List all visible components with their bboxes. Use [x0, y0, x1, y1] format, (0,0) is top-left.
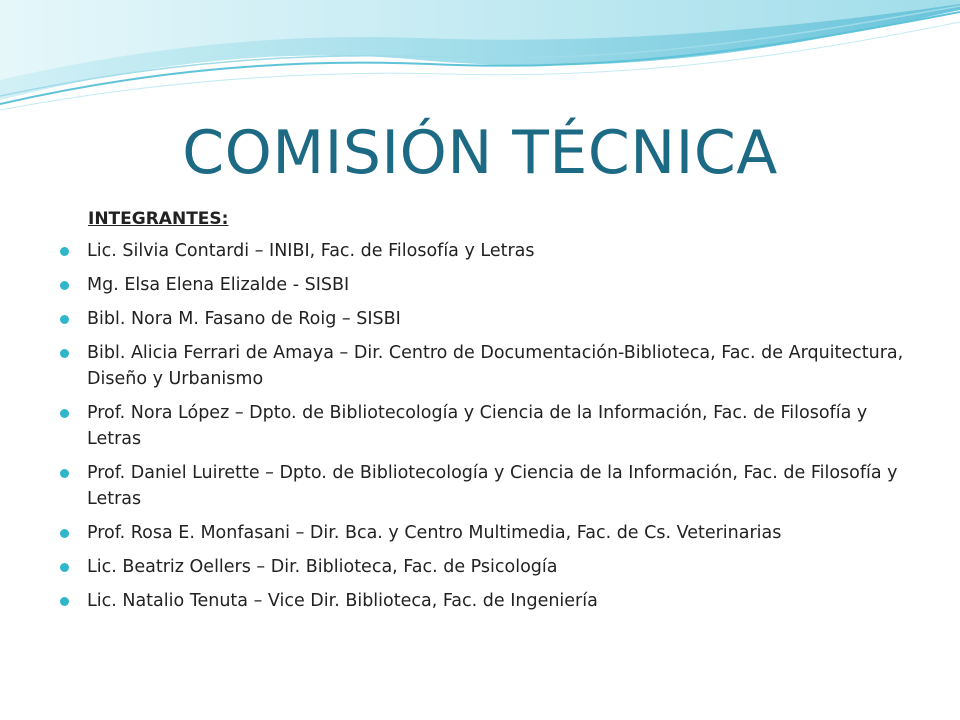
- bullet-icon: [60, 529, 69, 538]
- member-text: Prof. Nora López – Dpto. de Bibliotecología y Ciencia de la Información, Fac. de Filosofía y Letras: [87, 403, 868, 449]
- member-text: Lic. Silvia Contardi – INIBI, Fac. de Filosofía y Letras: [87, 241, 535, 261]
- slide-content: [60, 206, 920, 622]
- member-text: Lic. Beatriz Oellers – Dir. Biblioteca, Fac. de Psicología: [87, 557, 558, 577]
- list-item: [60, 554, 920, 580]
- member-text: Prof. Rosa E. Monfasani – Dir. Bca. y Centro Multimedia, Fac. de Cs. Veterinarias: [87, 523, 782, 543]
- member-text: Bibl. Nora M. Fasano de Roig – SISBI: [87, 309, 401, 329]
- list-item: [60, 238, 920, 264]
- member-text: Mg. Elsa Elena Elizalde - SISBI: [87, 275, 350, 295]
- list-item: [60, 340, 920, 392]
- bullet-icon: [60, 247, 69, 256]
- bullet-icon: [60, 409, 69, 418]
- member-text: Bibl. Alicia Ferrari de Amaya – Dir. Centro de Documentación-Biblioteca, Fac. de Arquitectura, Diseño y Urbanismo: [87, 343, 904, 389]
- list-item: [60, 588, 920, 614]
- member-list: [60, 238, 920, 614]
- bullet-icon: [60, 315, 69, 324]
- bullet-icon: [60, 349, 69, 358]
- decorative-wave-header: [0, 0, 960, 120]
- member-text: Lic. Natalio Tenuta – Vice Dir. Biblioteca, Fac. de Ingeniería: [87, 591, 598, 611]
- list-item: [60, 520, 920, 546]
- bullet-icon: [60, 469, 69, 478]
- list-item: [60, 272, 920, 298]
- slide-title: COMISIÓN TÉCNICA: [182, 118, 778, 188]
- list-item: [60, 400, 920, 452]
- list-item: [60, 306, 920, 332]
- bullet-icon: [60, 281, 69, 290]
- list-item: [60, 460, 920, 512]
- bullet-icon: [60, 563, 69, 572]
- member-text: Prof. Daniel Luirette – Dpto. de Bibliotecología y Ciencia de la Información, Fac. de Filosofía y Letras: [87, 463, 898, 509]
- subheading: INTEGRANTES:: [88, 209, 229, 229]
- bullet-icon: [60, 597, 69, 606]
